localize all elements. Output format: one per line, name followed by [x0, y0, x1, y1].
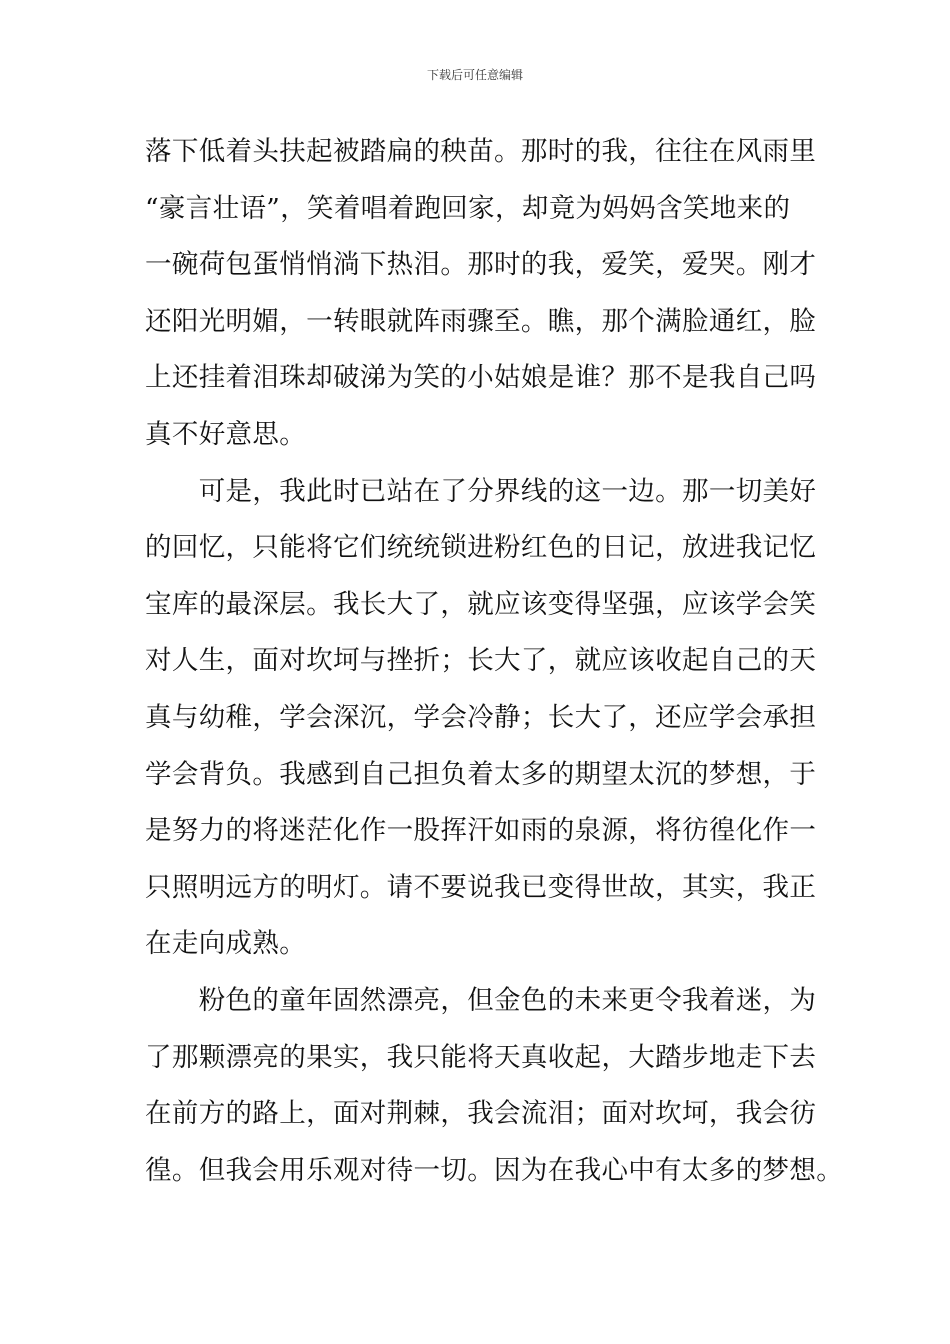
text-line: 是努力的将迷茫化作一股挥汗如雨的泉源，将彷徨化作一	[145, 815, 817, 847]
text-line: 在走向成熟。	[145, 928, 307, 960]
text-line: 了那颗漂亮的果实，我只能将天真收起，大踏步地走下去	[145, 1041, 817, 1073]
text-line: 学会背负。我感到自己担负着太多的期望太沉的梦想，于	[145, 758, 817, 790]
text-line: 的回忆，只能将它们统统锁进粉红色的日记，放进我记忆	[145, 532, 817, 564]
text-line: 对人生，面对坎坷与挫折；长大了，就应该收起自己的天	[145, 645, 817, 677]
header-note: 下载后可任意编辑	[426, 68, 523, 82]
text-line: 粉色的童年固然漂亮，但金色的未来更令我着迷，为	[145, 984, 817, 1016]
text-line: 落下低着头扶起被踏扁的秧苗。那时的我，往往在风雨里	[145, 136, 817, 167]
text-line: 真与幼稚，学会深沉，学会冷静；长大了，还应学会承担	[145, 701, 817, 733]
text-line: 只照明远方的明灯。请不要说我已变得世故，其实，我正	[145, 871, 817, 903]
text-line: 宝库的最深层。我长大了，就应该变得坚强，应该学会笑	[145, 588, 817, 620]
text-line: 上还挂着泪珠却破涕为笑的小姑娘是谁？那不是我自己吗	[145, 362, 817, 394]
text-line: 在前方的路上，面对荆棘，我会流泪；面对坎坷，我会彷	[145, 1098, 817, 1130]
text-line: 一碗荷包蛋悄悄淌下热泪。那时的我，爱笑，爱哭。刚才	[145, 249, 817, 281]
text-line: 真不好意思。	[145, 418, 307, 450]
text-line: 还阳光明媚，一转眼就阵雨骤至。瞧，那个满脸通红，脸	[145, 305, 817, 337]
text-line: 徨。但我会用乐观对待一切。因为在我心中有太多的梦想。	[145, 1154, 844, 1186]
text-line: 可是，我此时已站在了分界线的这一边。那一切美好	[145, 475, 817, 507]
body-text	[145, 124, 844, 1199]
text-line: “豪言壮语”，笑着唱着跑回家，却竟为妈妈含笑地来的	[145, 192, 791, 224]
